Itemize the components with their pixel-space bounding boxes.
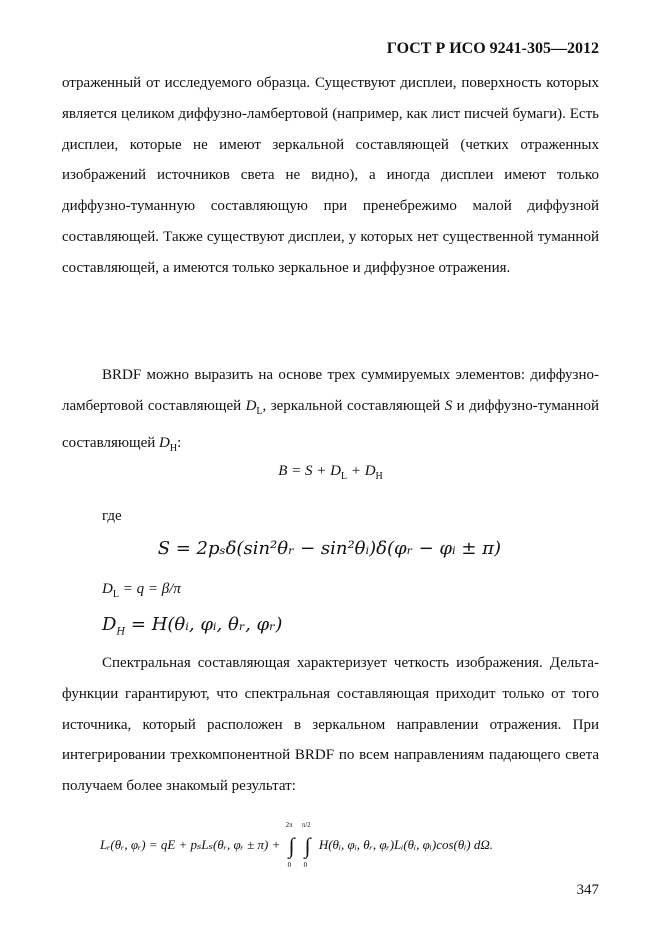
symbol-dh-sub: H [169,442,178,454]
paragraph-specular-explanation: Спектральная составляющая характеризует четкость изображения. Дельта-функции гарантируют, что спектральная составляющая приходит только от того источника, который расположен в зеркальном направлении отражения. При интегрировании трехкомпонентной BRDF по всем направлениям падающего света получаем более знакомый результат: [62,655,599,795]
integral-upper: π/2 [301,821,311,829]
eq-part: H(θᵢ, φᵢ, θᵣ, φᵣ)Lᵢ(θᵢ, φᵢ)cos(θᵢ) dΩ. [315,836,494,852]
eq-sub: H [375,471,383,482]
eq-part: Lᵣ(θᵣ, φᵣ) = qE + pₛLₛ(θᵣ, φᵣ ± π) + [100,836,284,852]
document-header: ГОСТ Р ИСО 9241-305—2012 [386,40,599,57]
symbol-dl-sub: L [256,405,263,417]
integral-upper: 2π [285,821,293,829]
page-number: 347 [576,882,599,898]
paragraph-text: BRDF можно выразить на основе трех суммируемых элементов: диффузно-ламбертовой составляющей [62,367,599,414]
eq-sub: L [112,589,119,600]
integral-lower: 0 [287,861,292,869]
symbol-dh: D [159,434,170,451]
symbol-s: S [444,397,453,414]
eq-part: D [102,581,113,597]
eq-part: = q = β/π [118,581,181,597]
paragraph-displays: отраженный от исследуемого образца. Существуют дисплеи, поверхность которых является целиком диффузно-ламбертовой (например, как лист писчей бумаги). Есть дисплеи, которые не имеют зеркальной составляющей (четких отраженных изображений источников света не видно), а иногда дисплеи имеют только диффузно-туманную составляющую при пренебрежимо малой диффузной составляющей. Также существуют дисплеи, у которых нет существенной туманной составляющей, а имеются только зеркальное и диффузное отражения. [62,75,599,276]
paragraph-brdf-components [62,360,599,464]
paragraph-text: : [177,434,182,451]
paragraph-text: и диффузно-туманной составляющей [62,397,599,451]
symbol-dl: D [245,397,257,414]
equation-luminance [100,821,494,869]
equation-diffuse-haze [102,614,282,638]
eq-part: + D [347,463,376,479]
eq-part: D [102,614,117,635]
equation-brdf-sum [0,463,661,482]
equation-specular: S = 2pₛδ(sin²θᵣ − sin²θᵢ)δ(φᵣ − φᵢ ± π) [157,538,501,559]
eq-part: = H(θᵢ, φᵢ, θᵣ, φᵣ) [125,614,283,635]
equation-diffuse-lambert [102,581,181,600]
integral-sign: ∫ π/2 0 [301,821,311,869]
integral-lower: 0 [303,861,308,869]
eq-sub: H [116,626,126,638]
integral-sign: ∫ 2π 0 [285,821,295,869]
paragraph-text: , зеркальной составляющей [262,397,445,414]
eq-sub: L [340,471,348,482]
eq-part: B = S + D [278,463,341,479]
where-label: где [102,508,122,524]
